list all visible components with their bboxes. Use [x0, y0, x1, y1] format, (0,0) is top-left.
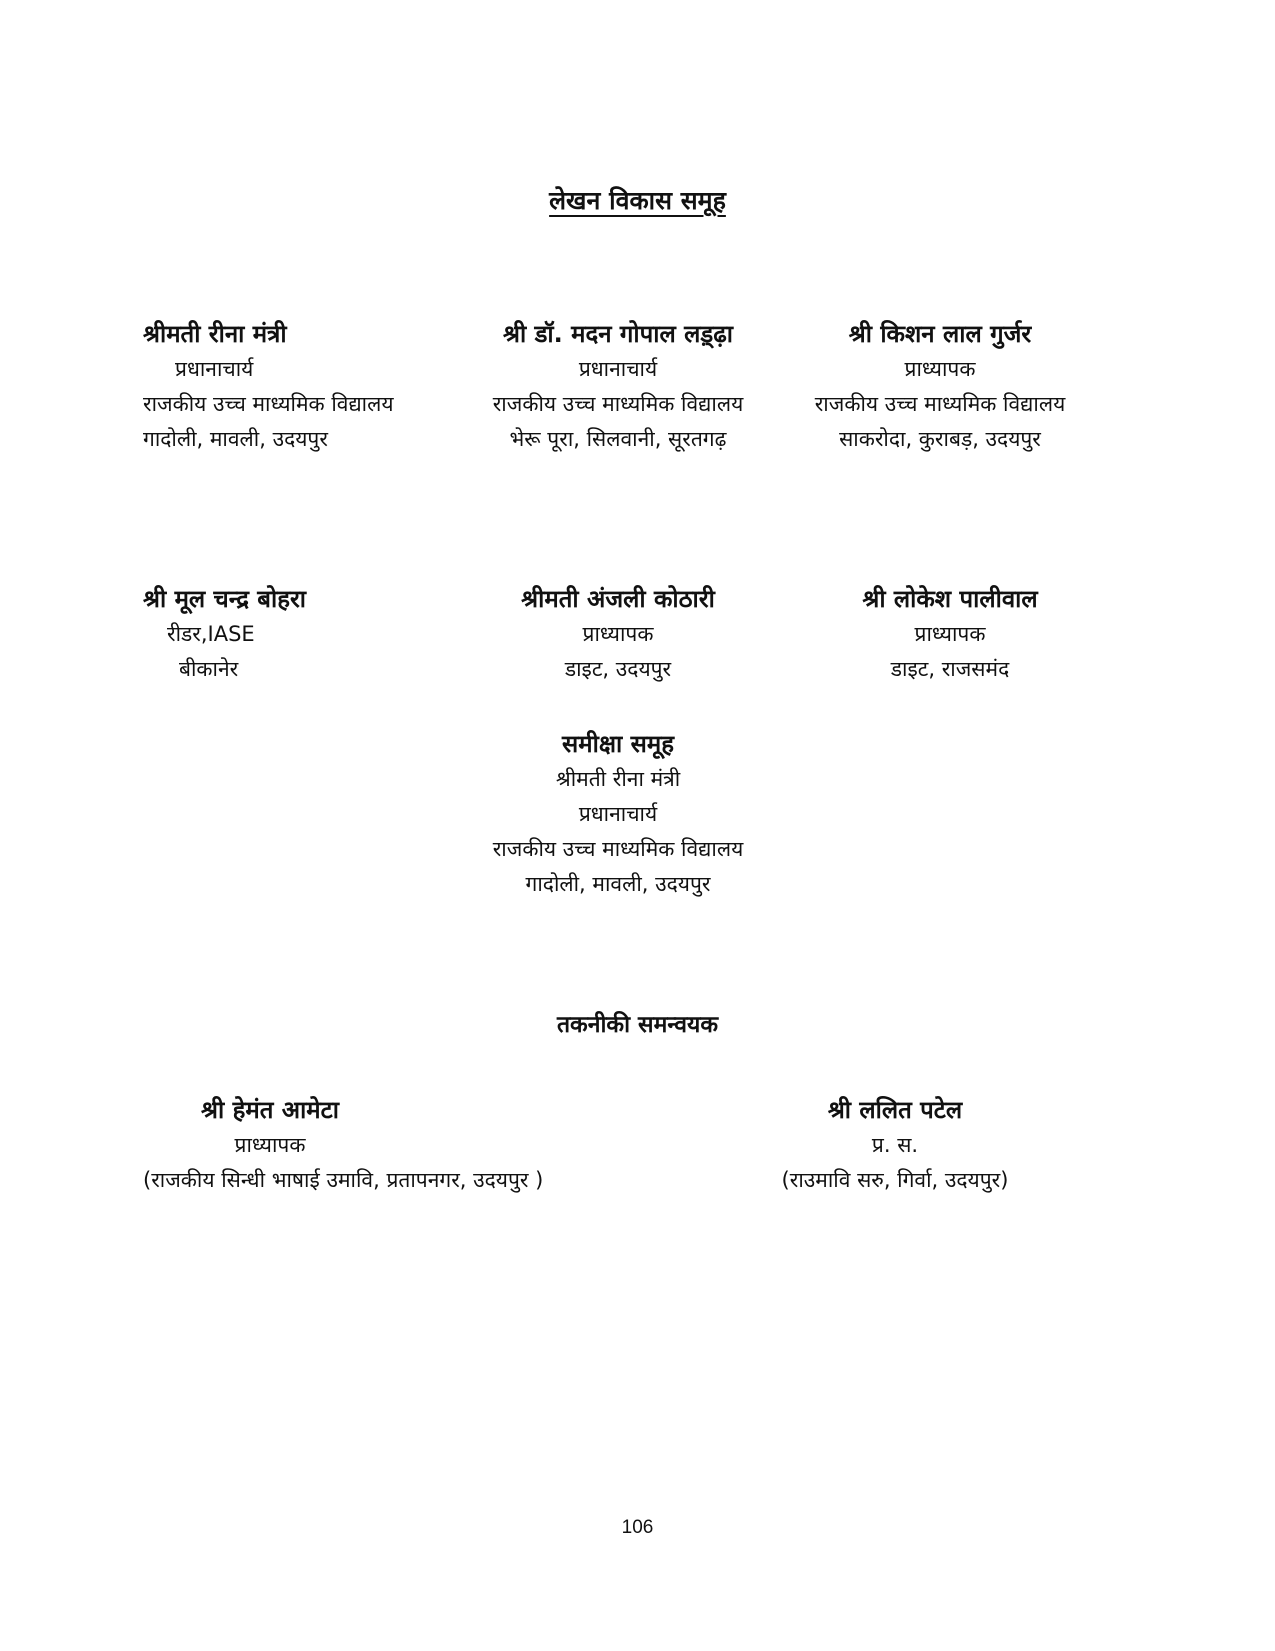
coordinator-name: श्री हेमंत आमेटा [201, 1096, 339, 1124]
member-name: श्रीमती रीना मंत्री [143, 320, 287, 348]
writing-member-6 [800, 581, 1100, 687]
review-member-designation: प्रधानाचार्य [578, 802, 658, 826]
review-member-institution: राजकीय उच्च माध्यमिक विद्यालय [492, 837, 744, 861]
writing-member-4 [143, 581, 306, 687]
coordinator-1-institution [143, 1163, 543, 1198]
writing-member-1 [143, 316, 394, 457]
coordinator-2 [745, 1092, 1045, 1198]
member-place: भेरू पूरा, सिलवानी, सूरतगढ़ [509, 427, 727, 451]
page-number: 106 [621, 1517, 654, 1538]
member-place: डाइट, राजसमंद [890, 657, 1010, 681]
member-name: श्री मूल चन्द्र बोहरा [143, 585, 306, 613]
writing-member-5 [468, 581, 768, 687]
member-place: गादोली, मावली, उदयपुर [143, 427, 328, 451]
member-designation: प्रधानाचार्य [578, 357, 658, 381]
coordinator-1 [140, 1092, 400, 1163]
member-institution: राजकीय उच्च माध्यमिक विद्यालय [492, 392, 744, 416]
member-institution: राजकीय उच्च माध्यमिक विद्यालय [814, 392, 1066, 416]
member-designation: प्रधानाचार्य [175, 357, 254, 381]
member-designation: प्राध्यापक [582, 622, 654, 646]
member-name: श्री लोकेश पालीवाल [862, 585, 1038, 613]
review-group [468, 726, 768, 902]
member-place: डाइट, उदयपुर [564, 657, 672, 681]
member-name: श्री डॉ. मदन गोपाल लड़्ढ़ा [503, 320, 733, 348]
member-designation: प्राध्यापक [914, 622, 986, 646]
page-title [0, 183, 1275, 217]
member-place: साकरोदा, कुराबड़, उदयपुर [839, 427, 1041, 451]
coordinator-institution: (राउमावि सरु, गिर्वा, उदयपुर) [781, 1168, 1009, 1192]
member-institution: राजकीय उच्च माध्यमिक विद्यालय [143, 392, 394, 416]
writing-member-3 [790, 316, 1090, 457]
review-member-place: गादोली, मावली, उदयपुर [525, 872, 711, 896]
review-group-heading: समीक्षा समूह [562, 730, 674, 758]
review-member-name: श्रीमती रीना मंत्री [555, 767, 681, 791]
coordinator-institution: (राजकीय सिन्धी भाषाई उमावि, प्रतापनगर, उदयपुर ) [143, 1168, 544, 1192]
member-name: श्री किशन लाल गुर्जर [848, 320, 1032, 348]
member-designation: रीडर,IASE [167, 622, 255, 646]
technical-coordinators-heading: तकनीकी समन्वयक [556, 1012, 719, 1038]
member-designation: प्राध्यापक [904, 357, 976, 381]
member-name: श्रीमती अंजली कोठारी [521, 585, 715, 613]
member-place: बीकानेर [179, 657, 239, 681]
coordinator-designation: प्राध्यापक [234, 1133, 306, 1157]
page-title-text: लेखन विकास समूह [549, 186, 726, 215]
coordinator-name: श्री ललित पटेल [827, 1096, 963, 1124]
coordinator-designation: प्र. स. [871, 1133, 919, 1157]
writing-member-2 [468, 316, 768, 457]
